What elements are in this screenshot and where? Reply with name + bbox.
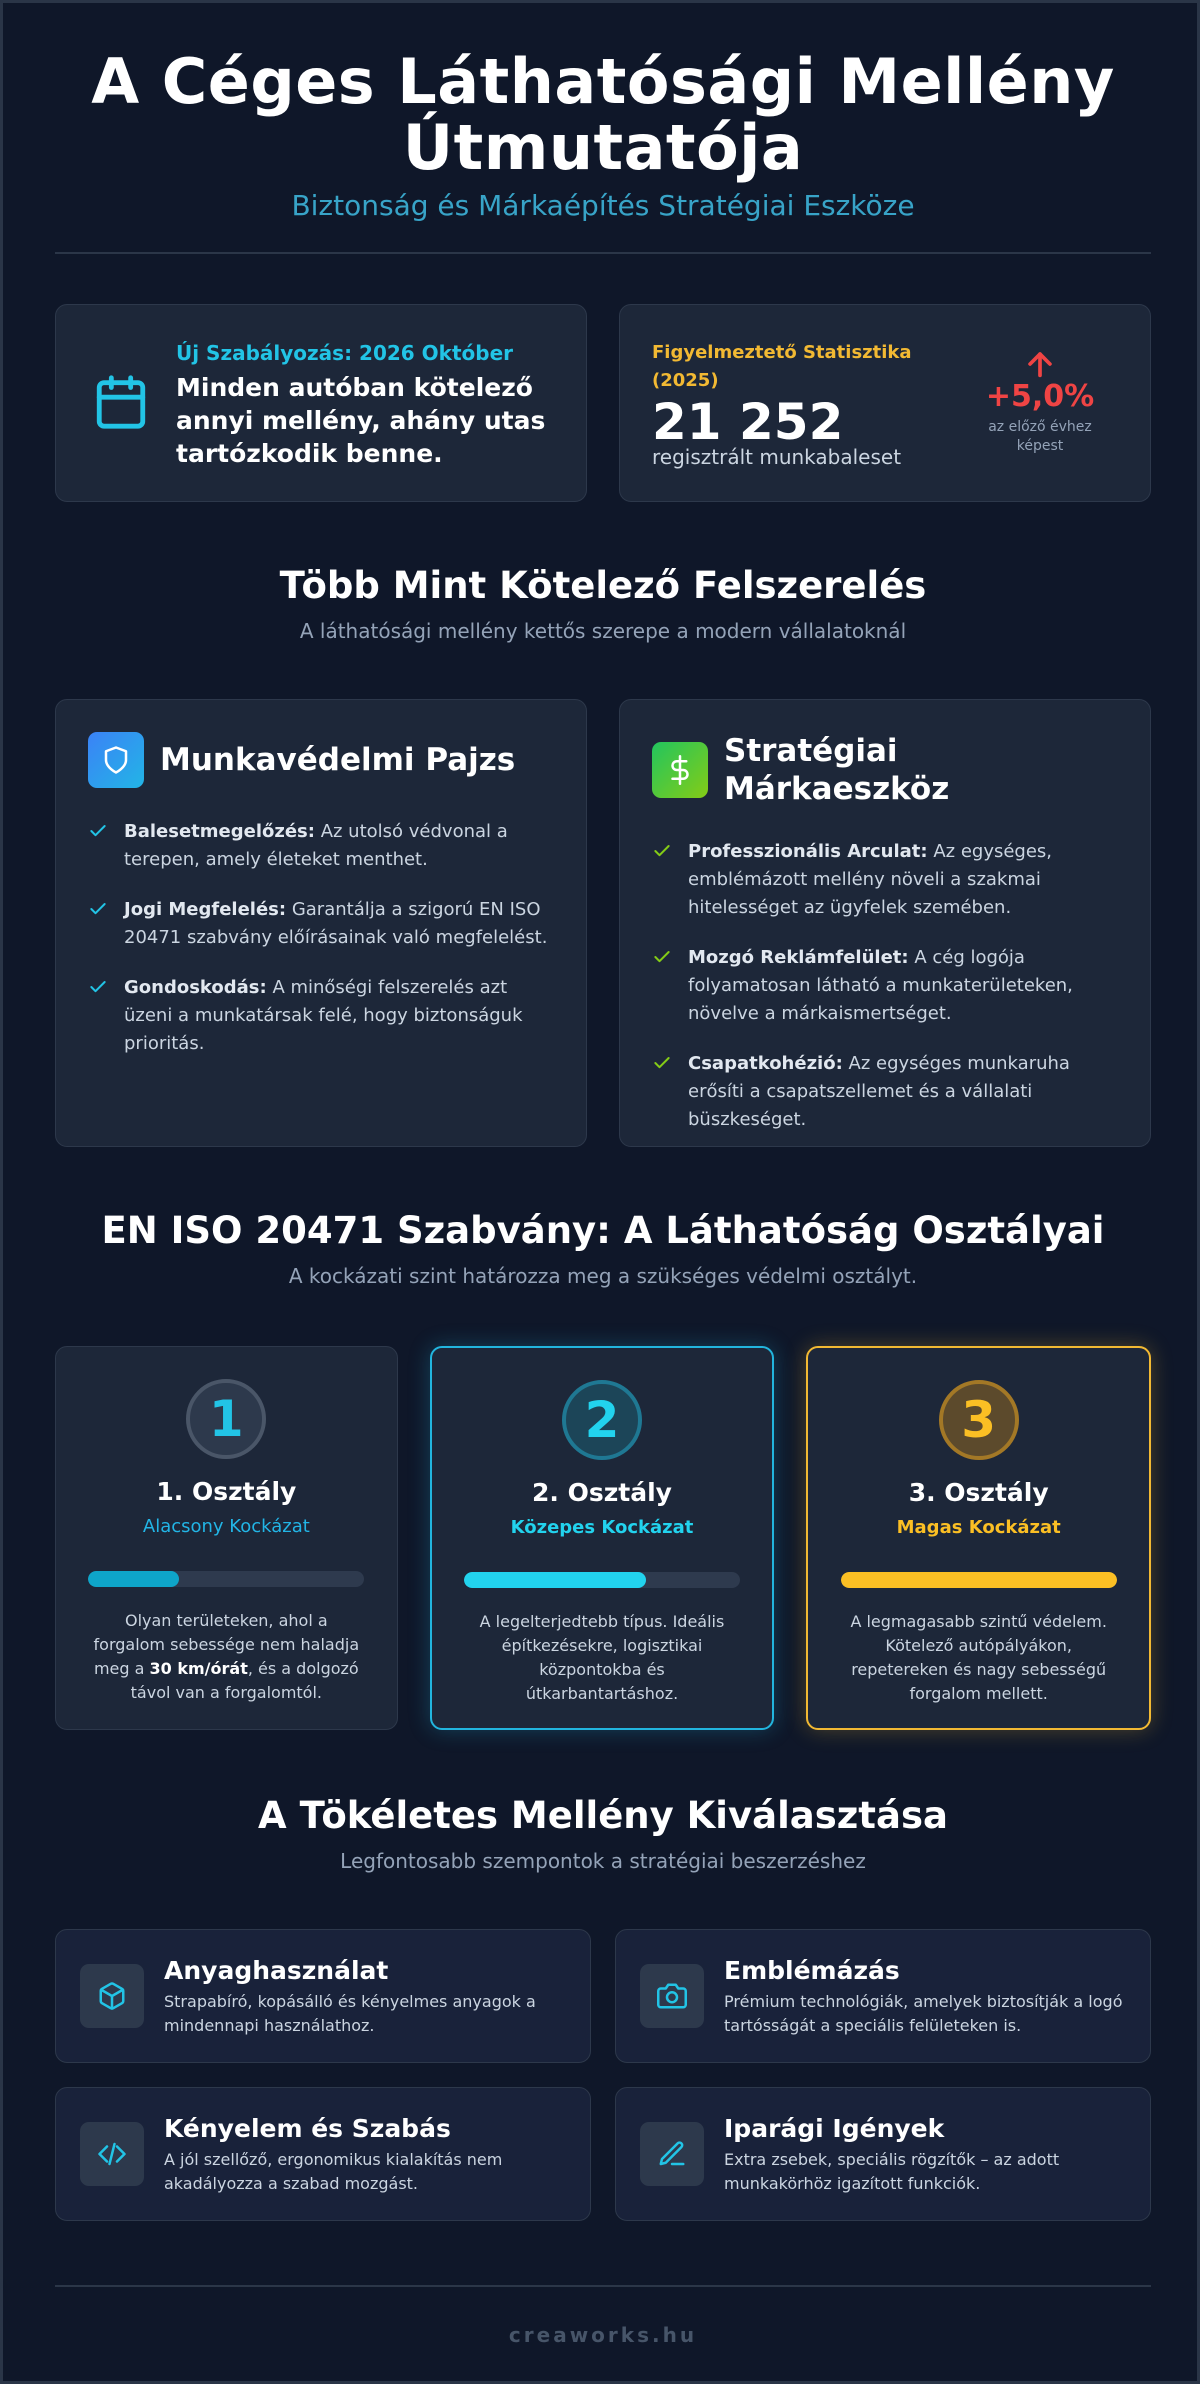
shield-icon bbox=[88, 732, 144, 788]
check-icon bbox=[88, 821, 108, 841]
role-head bbox=[652, 732, 1118, 808]
list-item-text: A minőségi felszerelés azt üzeni a munkatársak felé, hogy biztonságuk prioritás. bbox=[124, 977, 523, 1054]
list-item-term: Gondoskodás: bbox=[124, 977, 267, 998]
trend-value: +5,0% bbox=[985, 379, 1095, 414]
class-risk: Alacsony Kockázat bbox=[142, 1516, 310, 1537]
regulation-label: Új Szabályozás: 2026 Október bbox=[176, 341, 514, 365]
statistic-label: Figyelmeztető Statisztika (2025) bbox=[652, 342, 912, 391]
role-title: Munkavédelmi Pajzs bbox=[160, 742, 516, 778]
risk-bar bbox=[841, 1572, 1117, 1588]
criteria-grid bbox=[55, 1929, 1151, 2221]
statistic-value: 21 252 bbox=[652, 393, 844, 451]
list-item bbox=[652, 944, 1118, 1028]
list-item bbox=[88, 896, 554, 952]
list-item bbox=[88, 974, 554, 1058]
regulation-text: Minden autóban kötelező annyi mellény, ahány utas tartózkodik benne. bbox=[176, 373, 546, 468]
list-item bbox=[88, 818, 554, 874]
class-description: A legmagasabb szintű védelem. Kötelező autópályákon, repetereken és nagy sebességű forgalom mellett. bbox=[850, 1612, 1107, 1703]
risk-bar bbox=[464, 1572, 740, 1588]
criteria-text: Strapabíró, kopásálló és kényelmes anyagok a mindennapi használathoz. bbox=[164, 1992, 536, 2035]
check-icon bbox=[652, 841, 672, 861]
criteria-card-logo bbox=[615, 1929, 1151, 2063]
criteria-section-title: A Tökéletes Mellény Kiválasztása bbox=[258, 1794, 948, 1837]
class-risk: Közepes Kockázat bbox=[510, 1517, 694, 1538]
role-title: Stratégiai Márkaeszköz bbox=[724, 733, 950, 807]
class-description: A legelterjedtebb típus. Ideális építkezésekre, logisztikai központokba és útkarbantartáshoz. bbox=[479, 1612, 725, 1703]
criteria-title: Anyaghasználat bbox=[164, 1956, 389, 1985]
risk-bar-fill bbox=[464, 1572, 646, 1588]
role-card-safety bbox=[55, 699, 587, 1147]
class-card-2 bbox=[430, 1346, 775, 1730]
class-number: 3 bbox=[939, 1380, 1019, 1460]
criteria-card-industry bbox=[615, 2087, 1151, 2221]
classes-section-title: EN ISO 20471 Szabvány: A Láthatóság Osztályai bbox=[101, 1209, 1105, 1252]
risk-bar bbox=[88, 1571, 364, 1587]
role-list bbox=[88, 818, 554, 1058]
list-item-term: Jogi Megfelelés: bbox=[124, 899, 287, 920]
classes-section-header bbox=[55, 1209, 1151, 1288]
class-number: 1 bbox=[186, 1379, 266, 1459]
criteria-title: Kényelem és Szabás bbox=[164, 2114, 451, 2143]
list-item-text: Az utolsó védvonal a terepen, amely életeket menthet. bbox=[124, 821, 508, 870]
code-icon bbox=[80, 2122, 144, 2186]
criteria-section-subtitle: Legfontosabb szempontok a stratégiai beszerzéshez bbox=[340, 1849, 866, 1873]
page-title: A Céges Láthatósági Mellény Útmutatója bbox=[91, 45, 1115, 184]
list-item bbox=[652, 838, 1118, 922]
list-item-text: Az egységes munkaruha erősíti a csapatszellemet és a vállalati büszkeséget. bbox=[688, 1053, 1070, 1130]
statistic-caption: regisztrált munkabaleset bbox=[652, 445, 902, 469]
risk-bar-fill bbox=[841, 1572, 1117, 1588]
criteria-card-comfort bbox=[55, 2087, 591, 2221]
infographic bbox=[55, 3, 1151, 2347]
criteria-text: Prémium technológiák, amelyek biztosítják a logó tartósságát a speciális felületeken is. bbox=[724, 1992, 1123, 2035]
cube-icon bbox=[80, 1964, 144, 2028]
criteria-title: Emblémázás bbox=[724, 1956, 900, 1985]
list-item-text: Az egységes, emblémázott mellény növeli a szakmai hitelességet az ügyfelek szemében. bbox=[688, 841, 1053, 918]
list-item-term: Mozgó Reklámfelület: bbox=[688, 947, 909, 968]
roles-section-header bbox=[55, 564, 1151, 643]
role-head bbox=[88, 732, 554, 788]
criteria-text: Extra zsebek, speciális rögzítők – az adott munkakörhöz igazított funkciók. bbox=[724, 2150, 1060, 2193]
header-divider bbox=[55, 252, 1151, 254]
list-item-text: A cég logója folyamatosan látható a munkaterületeken, növelve a márkaismertséget. bbox=[688, 947, 1073, 1024]
class-name: 2. Osztály bbox=[532, 1478, 672, 1507]
role-card-brand bbox=[619, 699, 1151, 1147]
class-number: 2 bbox=[562, 1380, 642, 1460]
footer-brand: creaworks.hu bbox=[508, 2323, 698, 2347]
check-icon bbox=[652, 1053, 672, 1073]
trend-caption: az előző évhez képest bbox=[988, 419, 1092, 454]
check-icon bbox=[652, 947, 672, 967]
list-item-term: Csapatkohézió: bbox=[688, 1053, 843, 1074]
list-item-text: Garantálja a szigorú EN ISO 20471 szabvány előírásainak való megfelelést. bbox=[124, 899, 548, 948]
check-icon bbox=[88, 977, 108, 997]
criteria-section-header bbox=[55, 1794, 1151, 1873]
camera-icon bbox=[640, 1964, 704, 2028]
classes-section-subtitle: A kockázati szint határozza meg a szükséges védelmi osztályt. bbox=[288, 1264, 918, 1288]
roles-section-subtitle: A láthatósági mellény kettős szerepe a modern vállalatoknál bbox=[299, 619, 907, 643]
class-description: Olyan területeken, ahol a forgalom sebessége nem haladja meg a 30 km/órát, és a dolgozó távol van a forgalomtól. bbox=[93, 1611, 360, 1702]
highlight-row bbox=[55, 304, 1151, 502]
trend-block bbox=[980, 347, 1100, 456]
class-name: 3. Osztály bbox=[908, 1478, 1049, 1507]
role-list bbox=[652, 838, 1118, 1134]
calendar-icon bbox=[92, 371, 150, 433]
list-item-term: Balesetmegelőzés: bbox=[124, 821, 315, 842]
class-risk: Magas Kockázat bbox=[896, 1517, 1061, 1538]
criteria-title: Iparági Igények bbox=[724, 2114, 945, 2143]
roles-section-title: Több Mint Kötelező Felszerelés bbox=[279, 564, 927, 607]
pencil-icon bbox=[640, 2122, 704, 2186]
risk-bar-fill bbox=[88, 1571, 179, 1587]
class-card-3 bbox=[806, 1346, 1151, 1730]
class-card-1 bbox=[55, 1346, 398, 1730]
roles-row bbox=[55, 699, 1151, 1147]
criteria-text: A jól szellőző, ergonomikus kialakítás nem akadályozza a szabad mozgást. bbox=[164, 2150, 503, 2193]
list-item bbox=[652, 1050, 1118, 1134]
page-subtitle: Biztonság és Márkaépítés Stratégiai Eszköze bbox=[291, 189, 915, 222]
statistic-card bbox=[619, 304, 1151, 502]
arrow-up-icon bbox=[1023, 347, 1057, 381]
dollar-icon bbox=[652, 742, 708, 798]
footer-divider bbox=[55, 2285, 1151, 2287]
regulation-card bbox=[55, 304, 587, 502]
classes-row bbox=[55, 1346, 1151, 1730]
criteria-card-material bbox=[55, 1929, 591, 2063]
check-icon bbox=[88, 899, 108, 919]
class-name: 1. Osztály bbox=[156, 1477, 297, 1506]
list-item-term: Professzionális Arculat: bbox=[688, 841, 928, 862]
